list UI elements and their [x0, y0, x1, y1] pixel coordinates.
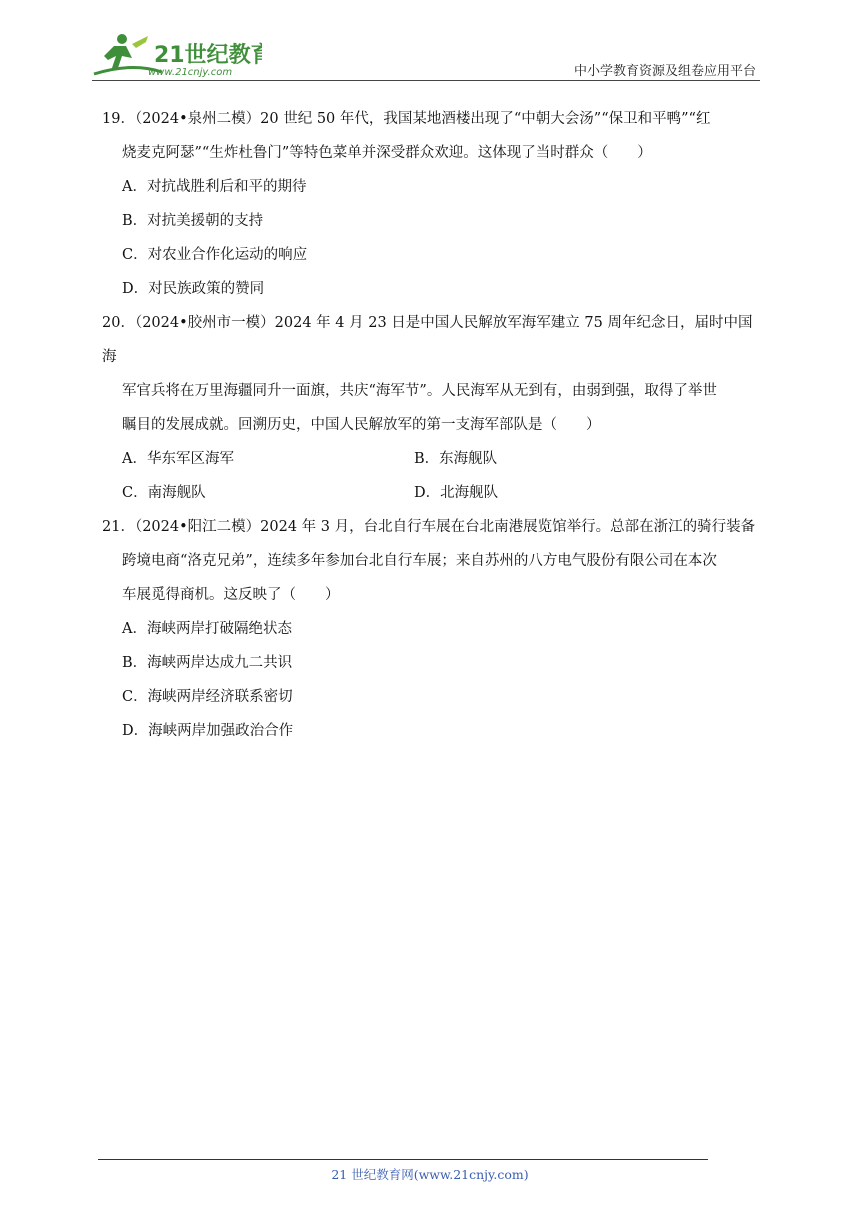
- option-a: A．华东军区海军: [122, 451, 234, 467]
- option-b: B．对抗美援朝的支持: [122, 213, 264, 229]
- option-c: C．海峡两岸经济联系密切: [122, 689, 293, 705]
- option-row: [102, 476, 766, 510]
- page-header: [0, 0, 860, 90]
- option-c: C．南海舰队: [122, 485, 206, 501]
- option-a: A．对抗战胜利后和平的期待: [122, 179, 307, 195]
- question-stem-line: 军官兵将在万里海疆同升一面旗，共庆“海军节”。人民海军从无到有，由弱到强，取得了举世: [122, 383, 717, 399]
- option-c: C．对农业合作化运动的响应: [122, 247, 308, 263]
- option-d: D．海峡两岸加强政治合作: [122, 723, 294, 739]
- question-stem-line: 车展觅得商机。这反映了（ ）: [122, 587, 340, 603]
- option-a: A．海峡两岸打破隔绝状态: [122, 621, 292, 637]
- question-list: [102, 102, 766, 748]
- header-divider: [92, 80, 760, 81]
- logo-url: www.21cnjy.com: [148, 67, 233, 78]
- logo-graphic: [92, 32, 262, 80]
- question-stem-line: 19．（2024•泉州二模）20 世纪 50 年代，我国某地酒楼出现了“中朝大会汤”“保卫和平鸭”“红: [102, 111, 711, 127]
- footer-divider: [98, 1159, 708, 1160]
- question-stem-line: 烧麦克阿瑟”“生炸杜鲁门”等特色菜单并深受群众欢迎。这体现了当时群众（ ）: [122, 145, 652, 161]
- footer-link[interactable]: 21 世纪教育网(www.21cnjy.com): [331, 1167, 529, 1182]
- platform-label: 中小学教育资源及组卷应用平台: [573, 64, 756, 79]
- question-21: [102, 510, 766, 748]
- logo: [92, 32, 262, 80]
- question-20: [102, 306, 766, 510]
- question-stem-line: 跨境电商“洛克兄弟”，连续多年参加台北自行车展；来自苏州的八方电气股份有限公司在本次: [122, 553, 717, 569]
- logo-title: 21世纪教育: [154, 43, 262, 68]
- question-stem-line: 瞩目的发展成就。回溯历史，中国人民解放军的第一支海军部队是（ ）: [122, 417, 601, 433]
- option-b: B．海峡两岸达成九二共识: [122, 655, 293, 671]
- question-stem-line: 21．（2024•阳江二模）2024 年 3 月，台北自行车展在台北南港展览馆举行。总部在浙江的骑行装备: [102, 519, 756, 535]
- question-stem-line: 20．（2024•胶州市一模）2024 年 4 月 23 日是中国人民解放军海军建立 75 周年纪念日，届时中国海: [102, 315, 753, 365]
- option-row: [102, 442, 766, 476]
- question-19: [102, 102, 766, 306]
- option-d: D．对民族政策的赞同: [122, 281, 265, 297]
- option-b: B．东海舰队: [414, 451, 498, 467]
- option-d: D．北海舰队: [414, 485, 499, 501]
